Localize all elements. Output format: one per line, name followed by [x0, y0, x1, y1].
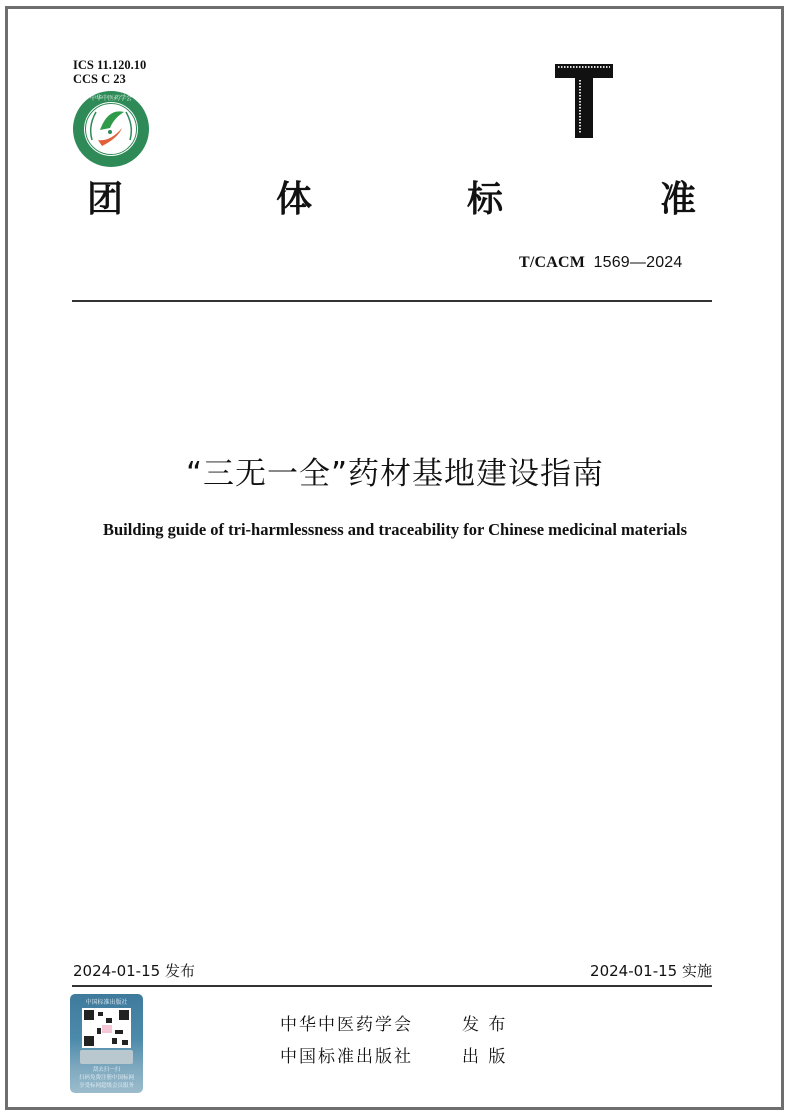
publisher-role-2: 出 版 — [462, 1047, 508, 1067]
title-chinese: “三无一全”药材基地建设指南 — [185, 456, 605, 492]
qr-scan-label: 刮去扫一扫 — [92, 1067, 121, 1073]
header-divider — [72, 300, 712, 302]
heading-char-1: 团 — [87, 179, 124, 220]
standard-code: 1569—2024 — [593, 254, 683, 271]
footer-divider — [72, 985, 712, 987]
qr-line-1: 扫码免费注册中国标网 — [78, 1075, 134, 1081]
standard-prefix: T/CACM — [519, 254, 586, 271]
release-date: 2024-01-15 发布 — [73, 962, 195, 980]
implement-date: 2024-01-15 实施 — [590, 962, 712, 980]
ccs-code: CCS C 23 — [73, 72, 126, 86]
scratch-area — [80, 1050, 133, 1064]
publisher-org-1: 中华中医药学会 — [280, 1015, 413, 1035]
qr-line-2: 享受标网超级会员服务 — [78, 1083, 134, 1089]
group-standard-t-mark — [553, 62, 615, 140]
anti-counterfeit-qr-label — [70, 994, 143, 1093]
publisher-role-1: 发 布 — [462, 1015, 508, 1035]
china-association-chinese-medicine-logo-icon — [72, 90, 150, 168]
page-border — [5, 6, 784, 1110]
qr-header: 中国标准出版社 — [85, 999, 128, 1006]
svg-text:中华中医药学会: 中华中医药学会 — [89, 95, 133, 102]
heading-char-3: 标 — [467, 179, 504, 220]
heading-char-4: 准 — [660, 179, 697, 220]
heading-char-2: 体 — [276, 179, 313, 220]
ics-code: ICS 11.120.10 — [73, 58, 147, 72]
publisher-org-2: 中国标准出版社 — [280, 1047, 413, 1067]
classification-codes — [73, 58, 146, 86]
title-english: Building guide of tri-harmlessness and traceability for Chinese medicinal materials — [102, 520, 688, 539]
standard-number — [519, 254, 683, 272]
qr-code-icon — [82, 1008, 131, 1048]
